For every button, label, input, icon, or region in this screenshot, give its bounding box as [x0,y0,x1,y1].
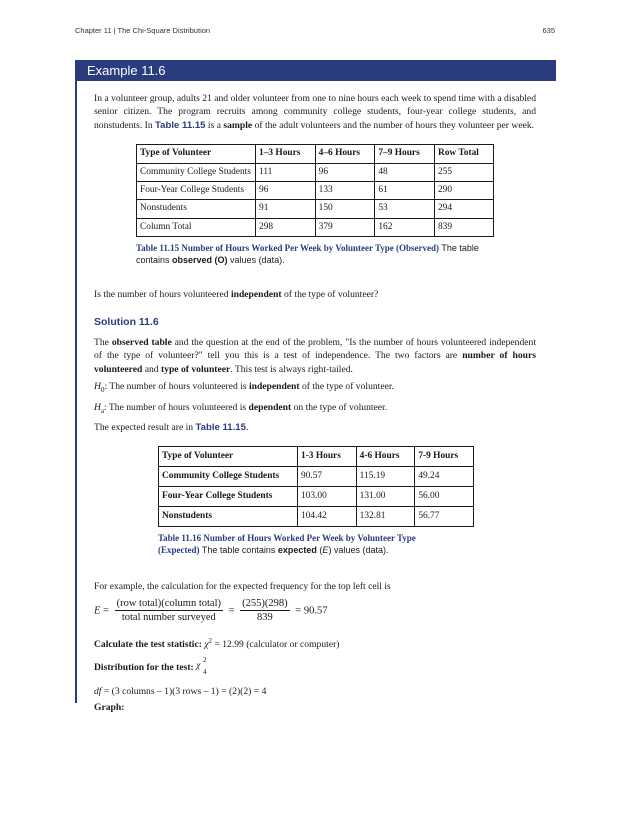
table-cell: 56.77 [415,507,474,527]
caption-bold: expected [277,544,317,555]
table-cell: Nonstudents [159,507,298,527]
table-cell: 96 [315,163,375,181]
distribution-label: Distribution for the test: [94,662,194,674]
fraction-denominator: total number surveyed [121,612,216,624]
df-text: = (3 columns – 1)(3 rows – 1) = (2)(2) = 4 [101,685,267,697]
fraction-denominator: 839 [257,612,273,624]
solution-text: The [94,337,112,349]
caption-text: The table contains [199,544,278,555]
table-row [137,163,494,181]
observed-table-caption [136,243,496,266]
hypothesis-text: on the type of volunteer. [291,401,388,413]
caption-text: ( [316,544,323,555]
table-cell: 839 [434,218,493,236]
hypothesis-bold: dependent [248,401,292,413]
table-cell: 115.19 [356,467,415,487]
table-cell: Four-Year College Students [159,487,298,507]
caption-bold: observed (O) [172,254,228,265]
equation-operator: = [228,605,235,617]
chi-symbol: χ [204,638,209,650]
table-cell: 53 [375,200,435,218]
distribution-line [94,656,536,677]
question-bold: independent [230,289,282,301]
example-banner [75,60,556,81]
null-hypothesis [94,380,536,397]
hypothesis-text: of the type of volunteer. [299,381,394,393]
table-header-cell: 7–9 Hours [375,145,435,163]
table-cell: 255 [434,163,493,181]
solution-title: Solution 11.6 [94,315,159,328]
caption-text: The table contains [136,243,479,265]
table-header-cell: Type of Volunteer [159,447,298,467]
test-statistic-line [94,635,536,652]
degrees-of-freedom-line [94,685,536,698]
table-cell: 379 [315,218,375,236]
table-cell: 103.00 [298,487,357,507]
table-cell: 133 [315,182,375,200]
intro-text: is a [205,119,224,131]
table-row [159,467,474,487]
caption-text: ) values (data). [328,544,389,555]
table-cell: 298 [256,218,316,236]
graph-label-line [94,701,536,714]
table-cell: 294 [434,200,493,218]
caption-title: Table 11.16 Number of Hours Worked Per Week by Volunteer Type (Expected) [158,533,416,555]
equation-operator: = [295,605,302,617]
example-content [94,92,536,714]
table-header-cell: Type of Volunteer [137,145,256,163]
chi-subscript: 4 [203,668,207,677]
solution-text: . This test is always right-tailed. [230,363,353,375]
expected-frequency-equation [94,597,536,625]
question-text: Is the number of hours volunteered [94,289,231,301]
expected-text: The expected result are in [94,421,196,433]
table-header-cell: 7-9 Hours [415,447,474,467]
fraction [240,597,290,625]
expected-intro [94,421,536,434]
equation-result: 90.57 [303,605,328,617]
intro-bold: sample [223,119,253,131]
caption-italic: E [322,544,329,555]
table-cell: Nonstudents [137,200,256,218]
table-header-cell: 4-6 Hours [356,447,415,467]
table-cell: 48 [375,163,435,181]
hypothesis-symbol: H [94,381,101,393]
table-row [137,200,494,218]
expected-text: . [245,421,249,433]
hypothesis-symbol: H [94,401,101,413]
table-cell: Column Total [137,218,256,236]
table-cell: 96 [256,182,316,200]
table-cell: 49.24 [415,467,474,487]
table-header-cell: 4–6 Hours [315,145,375,163]
equation-symbol: E [94,605,101,617]
table-cell: 111 [256,163,316,181]
table-cell: Community College Students [159,467,298,487]
observed-table [136,144,494,237]
solution-text: and [142,363,161,375]
table-row [137,218,494,236]
chi-symbol: χ [196,660,201,672]
table-cell: Four-Year College Students [137,182,256,200]
hypothesis-subscript: 0 [100,386,105,395]
example-sidebar-rule [75,81,77,703]
example-intro: For example, the calculation for the expected frequency for the top left cell is [94,581,391,593]
statistic-label: Calculate the test statistic: [94,638,202,650]
intro-paragraph [94,92,536,132]
table-header-cell: 1–3 Hours [256,145,316,163]
statistic-value: = 12.99 (calculator or computer) [212,638,340,650]
intro-text: of the adult volunteers and the number of hours they volunteer per week. [252,119,535,131]
table-cell: 104.42 [298,507,357,527]
equation-operator: = [103,605,109,617]
solution-paragraph [94,336,536,376]
table-cell: 61 [375,182,435,200]
table-row [159,507,474,527]
expected-table [158,446,474,527]
example-title: Example 11.6 [87,63,166,78]
page-header [75,26,555,38]
table-cell: 131.00 [356,487,415,507]
caption-title: Table 11.15 Number of Hours Worked Per Week by Volunteer Type (Observed) [136,243,440,254]
chi-superscript: 2 [203,656,207,665]
table-cell: 56.00 [415,487,474,507]
table-cell: 91 [256,200,316,218]
table-header-row [159,447,474,467]
table-link[interactable]: Table 11.15 [155,119,206,131]
table-link[interactable]: Table 11.15 [195,421,246,433]
df-symbol: df [94,685,102,697]
table-header-cell: Row Total [434,145,493,163]
table-cell: 162 [375,218,435,236]
chi-square-notation [196,656,210,677]
alternative-hypothesis [94,401,536,418]
page-number: 635 [542,26,555,35]
table-row [159,487,474,507]
table-header-cell: 1-3 Hours [298,447,357,467]
fraction [115,597,223,625]
solution-bold: number of hours volunteered [94,350,536,375]
chapter-title: Chapter 11 | The Chi-Square Distribution [75,26,211,35]
table-row [137,182,494,200]
solution-bold: observed table [111,337,172,349]
table-cell: 132.81 [356,507,415,527]
graph-label: Graph: [94,701,125,713]
intro-text: In a volunteer group, adults 21 and older volunteer from one to nine hours each week to spend time with a disabled senior citizen. The program recruits among community college students, four-year college students, and nonstudents. In [94,93,536,131]
question-paragraph [94,288,536,301]
fraction-numerator: (255)(298) [240,597,290,611]
caption-text: values (data). [227,254,285,265]
question-text: of the type of volunteer? [281,289,379,301]
hypothesis-text: : The number of hours volunteered is [104,381,249,393]
expected-table-caption [158,533,458,556]
fraction-numerator: (row total)(column total) [115,597,223,611]
table-header-row [137,145,494,163]
chi-superscript: 2 [208,636,213,645]
hypothesis-text: : The number of hours volunteered is [104,401,249,413]
table-cell: Community College Students [137,163,256,181]
hypothesis-subscript: a [100,406,105,415]
table-cell: 150 [315,200,375,218]
table-cell: 90.57 [298,467,357,487]
solution-bold: type of volunteer [160,363,231,375]
table-cell: 290 [434,182,493,200]
hypothesis-bold: independent [248,381,300,393]
solution-text: and the question at the end of the problem, "Is the number of hours volunteered independent of the type of volunteer?" tell you this is a test of independence. The two factors are [94,337,536,362]
